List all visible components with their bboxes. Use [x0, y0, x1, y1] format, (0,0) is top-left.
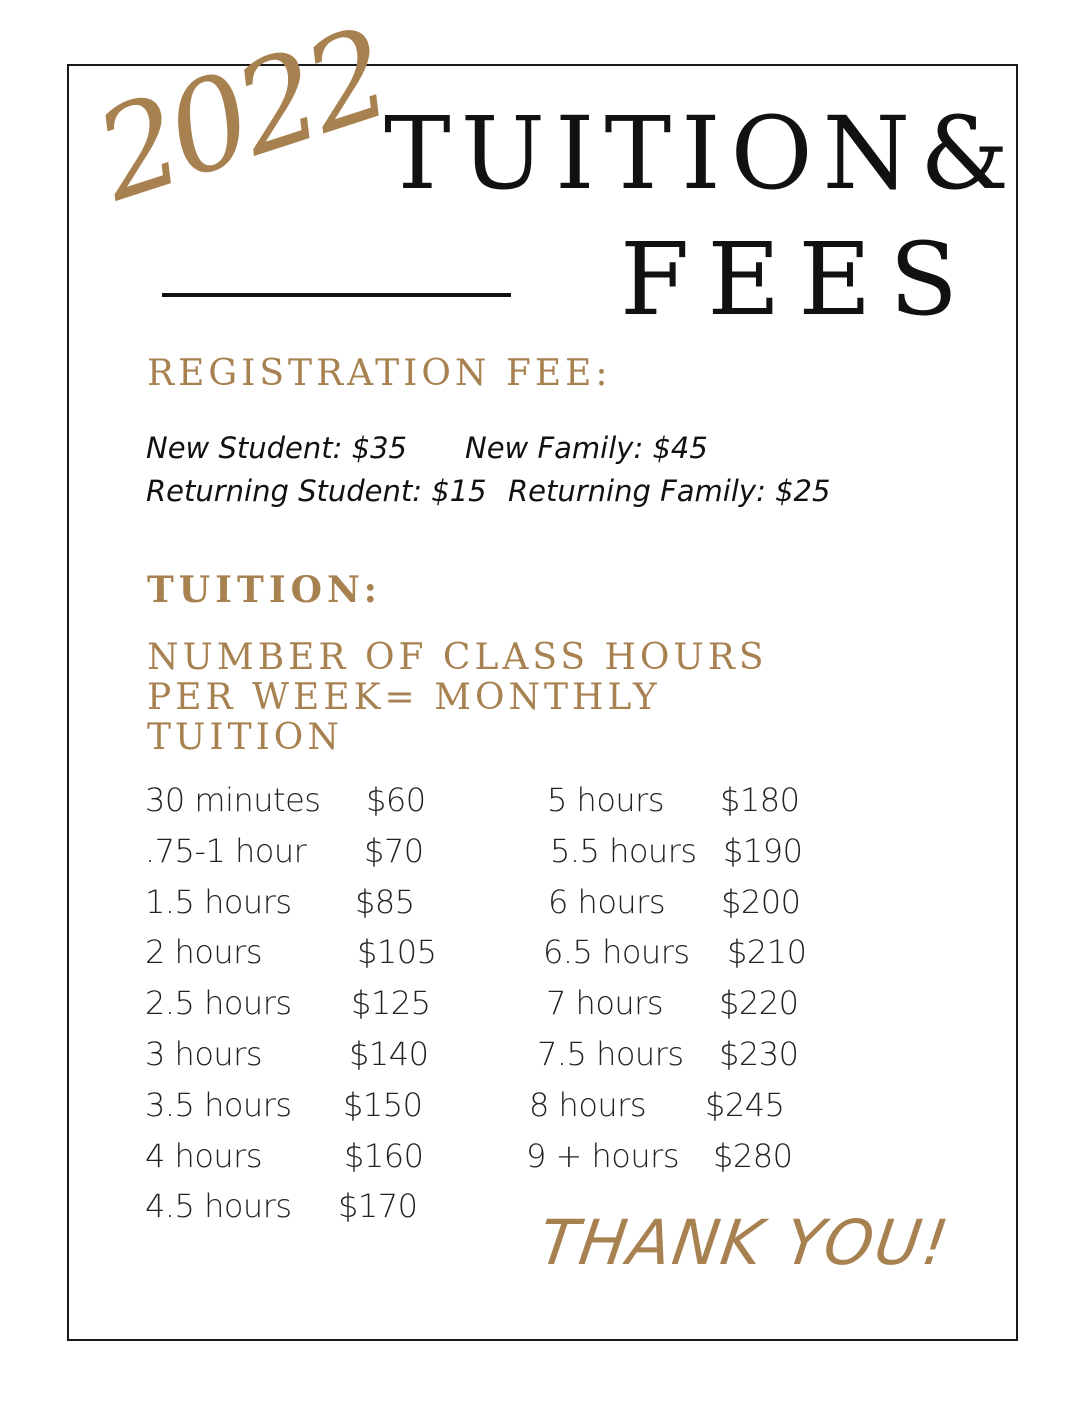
title-underline	[162, 293, 511, 297]
rate-price: $180	[720, 781, 800, 819]
rate-hours: 5.5 hours	[550, 831, 697, 870]
rate-hours: 6.5 hours	[543, 933, 690, 972]
rate-hours: 2 hours	[145, 933, 262, 972]
rate-hours: 8 hours	[529, 1085, 646, 1124]
rate-price: $140	[349, 1035, 429, 1073]
rate-price: $245	[705, 1085, 785, 1124]
rate-hours: 4 hours	[145, 1136, 262, 1175]
rate-price: $60	[366, 781, 426, 819]
rate-price: $230	[719, 1035, 799, 1073]
rate-hours: 7 hours	[546, 984, 663, 1023]
rate-hours: 9 + hours	[526, 1136, 679, 1175]
rate-price: $125	[351, 984, 431, 1023]
rate-hours: .75-1 hour	[145, 831, 307, 870]
rate-hours: 5 hours	[547, 781, 664, 819]
new-student-fee: New Student: $35	[146, 431, 407, 465]
rate-price: $105	[357, 933, 437, 972]
rate-price: $150	[343, 1085, 423, 1124]
rate-price: $200	[721, 882, 801, 921]
returning-student-fee: Returning Student: $15	[146, 474, 487, 508]
year-script: 2022	[80, 2, 403, 230]
rate-price: $280	[713, 1136, 793, 1175]
rate-hours: 3.5 hours	[145, 1085, 292, 1124]
rate-hours: 6 hours	[548, 882, 665, 921]
rate-price: $70	[364, 831, 424, 870]
rate-price: $85	[355, 882, 415, 921]
registration-heading: REGISTRATION FEE:	[147, 353, 612, 394]
tuition-subheading: NUMBER OF CLASS HOURS PER WEEK= MONTHLY TUITION	[147, 637, 768, 758]
returning-family-fee: Returning Family: $25	[508, 474, 831, 508]
title-fees: FEES	[620, 221, 976, 338]
rate-price: $170	[338, 1187, 418, 1226]
rate-price: $160	[344, 1136, 424, 1175]
rate-hours: 2.5 hours	[145, 984, 292, 1023]
thank-you-script: THANK YOU!	[534, 1206, 955, 1279]
rate-price: $210	[727, 933, 807, 972]
rate-price: $220	[719, 984, 799, 1023]
rate-hours: 4.5 hours	[145, 1187, 292, 1226]
tuition-heading: TUITION:	[147, 569, 382, 611]
rate-price: $190	[723, 831, 803, 870]
rate-hours: 3 hours	[145, 1035, 262, 1073]
rate-hours: 30 minutes	[145, 781, 321, 819]
rate-hours: 7.5 hours	[537, 1035, 684, 1073]
rate-hours: 1.5 hours	[145, 882, 292, 921]
title-tuition: TUITION&	[384, 95, 1020, 212]
new-family-fee: New Family: $45	[465, 431, 708, 465]
